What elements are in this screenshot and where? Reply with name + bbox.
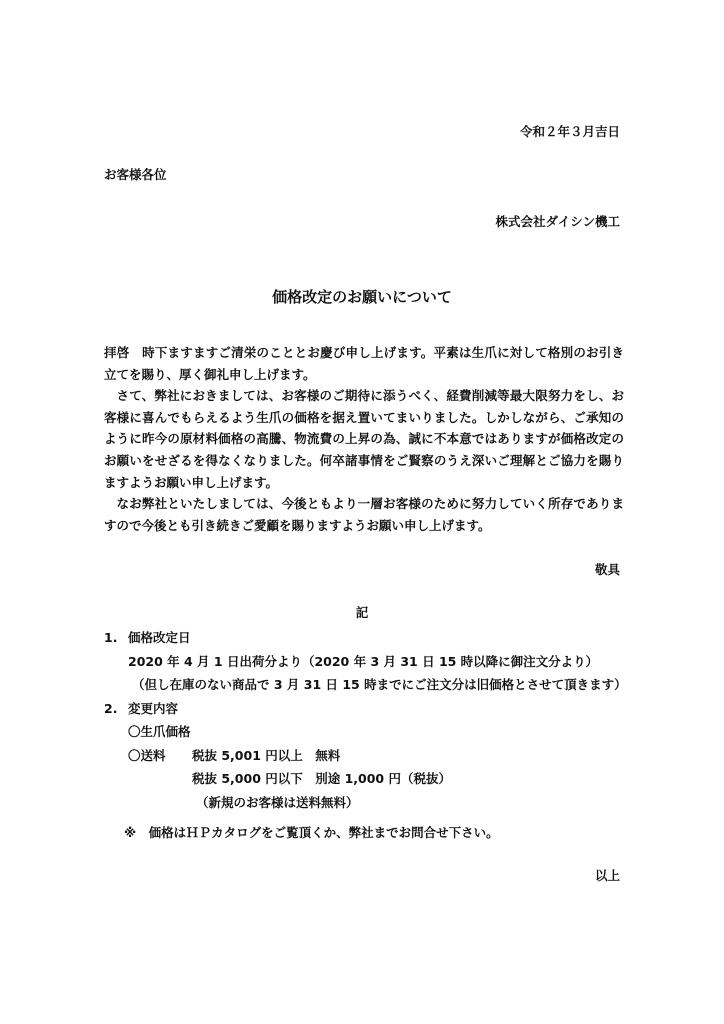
item-1-heading bbox=[104, 626, 627, 650]
letter-body bbox=[104, 342, 624, 536]
shipping-line2: 税抜 5,000 円以下 別途 1,000 円（税抜） bbox=[192, 771, 451, 786]
sender-company: 株式会社ダイシン機工 bbox=[495, 214, 620, 229]
item-2-shipping bbox=[104, 744, 627, 768]
item-1-line2: （但し在庫のない商品で 3 月 31 日 15 時までにご注文分は旧価格とさせて頂きます） bbox=[132, 677, 627, 692]
paragraph-main: さて、弊社におきましては、お客様のご期待に添うべく、経費削減等最大限努力をし、お客様に喜んでもらえるよう生爪の価格を据え置いてまいりました。しかしながら、ご承知のように昨今の原材料価格の高騰、物流費の上昇の為、誠に不本意ではありますが価格改定のお願いをせざるを得なくなりました。何卒諸事情をご賢察のうえ深いご理解とご協力を賜りますようお願い申し上げます。 bbox=[104, 388, 624, 490]
shipping-label: 〇送料 bbox=[128, 747, 166, 763]
addressee: お客様各位 bbox=[104, 167, 167, 182]
item-2-number: 2. bbox=[104, 700, 118, 716]
catalog-note: ※ 価格はＨＰカタログをご覧頂くか、弊社までお問合せ下さい。 bbox=[124, 825, 499, 840]
document-date: 令和２年３月吉日 bbox=[519, 124, 620, 139]
ki-heading: 記 bbox=[355, 605, 369, 620]
item-2-heading bbox=[104, 697, 627, 721]
paragraph-closing: なお弊社といたしましては、今後ともより一層お客様のために努力していく所存でありますので今後とも引き続きご愛顧を賜りますようお願い申し上げます。 bbox=[104, 496, 624, 533]
shipping-line1: 税抜 5,001 円以上 無料 bbox=[192, 747, 341, 763]
end-mark: 以上 bbox=[594, 868, 620, 883]
closing-keigu: 敬具 bbox=[594, 562, 620, 577]
details-list bbox=[104, 626, 627, 814]
item-1-line1: 2020 年 4 月 1 日出荷分より（2020 年 3 月 31 日 15 時以降に御注文分より） bbox=[128, 653, 599, 669]
shipping-line3: （新規のお客様は送料無料） bbox=[196, 794, 359, 810]
item-2-sub1: 〇生爪価格 bbox=[128, 724, 191, 739]
item-2-label: 変更内容 bbox=[128, 700, 179, 716]
document-title: 価格改定のお願いについて bbox=[272, 288, 452, 306]
item-1-label: 価格改定日 bbox=[128, 630, 191, 645]
paragraph-greeting: 拝啓 時下ますますご清栄のこととお慶び申し上げます。平素は生爪に対して格別のお引き立てを賜り、厚く御礼申し上げます。 bbox=[104, 345, 624, 382]
item-1-number: 1. bbox=[104, 630, 118, 645]
